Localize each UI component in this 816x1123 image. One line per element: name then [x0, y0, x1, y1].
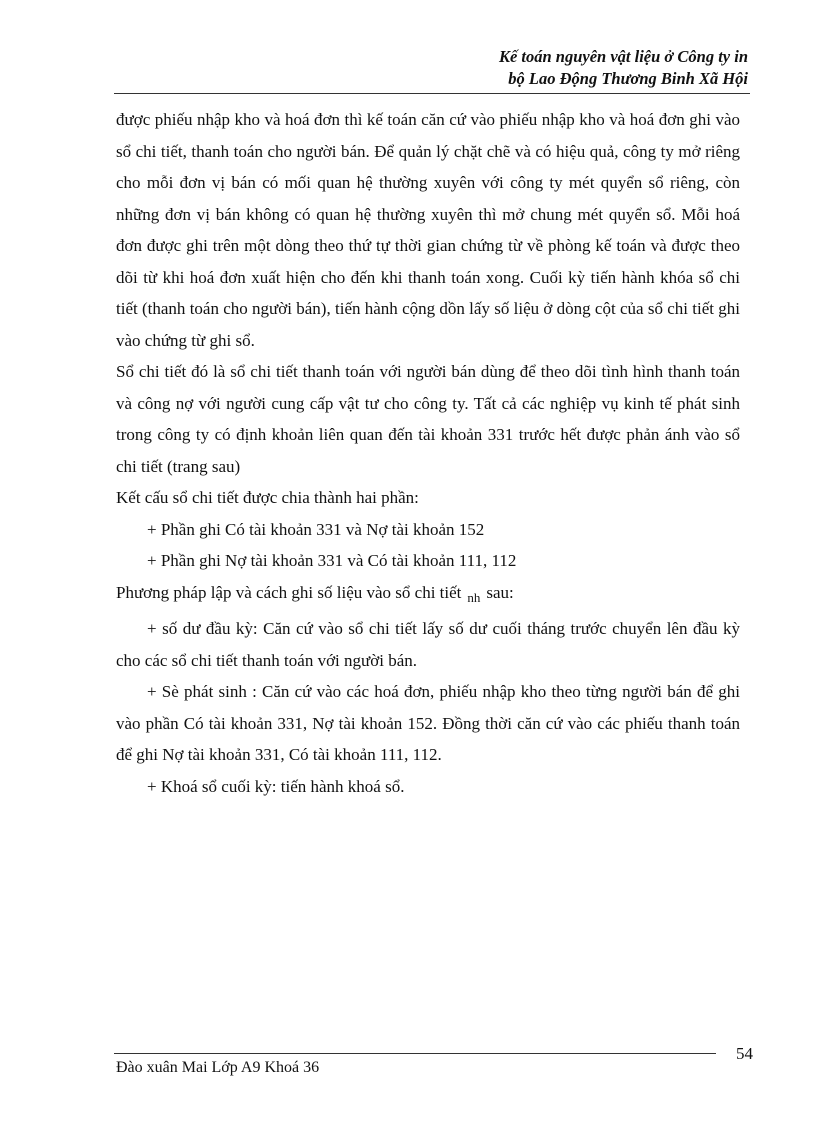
method-text: Phương pháp lập và cách ghi số liệu vào sổ chi tiết [116, 582, 462, 602]
page-body [116, 104, 740, 802]
paragraph-method [116, 577, 740, 614]
paragraph-1: được phiếu nhập kho và hoá đơn thì kế toán căn cứ vào phiếu nhập kho và hoá đơn ghi vào sổ chi tiết, thanh toán cho người bán. Để quản lý chặt chẽ và có hiệu quả, công ty mở riêng cho mỗi đơn vị bán có mối quan hệ thường xuyên với công ty mét quyển sổ riêng, còn những đơn vị bán không có quan hệ thường xuyên thì mở chung mét quyển sổ. Mỗi hoá đơn được ghi trên một dòng theo thứ tự thời gian chứng từ về phòng kế toán và được theo dõi từ khi hoá đơn xuất hiện cho đến khi thanh toán xong. Cuối kỳ tiến hành khóa sổ chi tiết (thanh toán cho người bán), tiến hành cộng dồn lấy số liệu ở dòng cột của sổ chi tiết ghi vào chứng từ ghi sổ. [116, 110, 740, 350]
header-divider [114, 93, 750, 94]
paragraph-2: Sổ chi tiết đó là sổ chi tiết thanh toán với người bán dùng để theo dõi tình hình thanh toán và công nợ với người cung cấp vật tư cho công ty. Tất cả các nghiệp vụ kinh tế phát sinh trong công ty có định khoản liên quan đến tài khoản 331 trước hết được phản ánh vào sổ chi tiết (trang sau) [116, 362, 740, 476]
method-text-end: sau: [486, 582, 514, 602]
list-item-credit: + Phần ghi Có tài khoản 331 và Nợ tài khoản 152 [147, 519, 485, 539]
paragraph-closing: + Khoá sổ cuối kỳ: tiến hành khoá sổ. [147, 776, 405, 796]
list-item-debit: + Phần ghi Nợ tài khoản 331 và Có tài khoản 111, 112 [147, 551, 517, 570]
header-line-2: bộ Lao Động Thương Binh Xã Hội [508, 69, 748, 88]
footer-divider [114, 1053, 716, 1054]
header-line-1: Kế toán nguyên vật liệu ở Công ty in [498, 47, 748, 66]
footer-author: Đào xuân Mai Lớp A9 Khoá 36 [116, 1059, 320, 1076]
running-header [499, 46, 748, 90]
page-number: 54 [736, 1044, 753, 1063]
paragraph-opening-balance: + số dư đầu kỳ: Căn cứ vào sổ chi tiết lấy số dư cuối tháng trước chuyển lên đầu kỳ cho các sổ chi tiết thanh toán với người bán. [116, 619, 740, 670]
method-subscript: nh [467, 589, 481, 605]
paragraph-3: Kết cấu sổ chi tiết được chia thành hai phần: [116, 488, 419, 507]
paragraph-transactions: + Sè phát sinh : Căn cứ vào các hoá đơn, phiếu nhập kho theo từng người bán để ghi vào phần Có tài khoản 331, Nợ tài khoản 152. Đồng thời căn cứ vào các phiếu thanh toán để ghi Nợ tài khoản 331, Có tài khoản 111, 112. [116, 682, 740, 764]
